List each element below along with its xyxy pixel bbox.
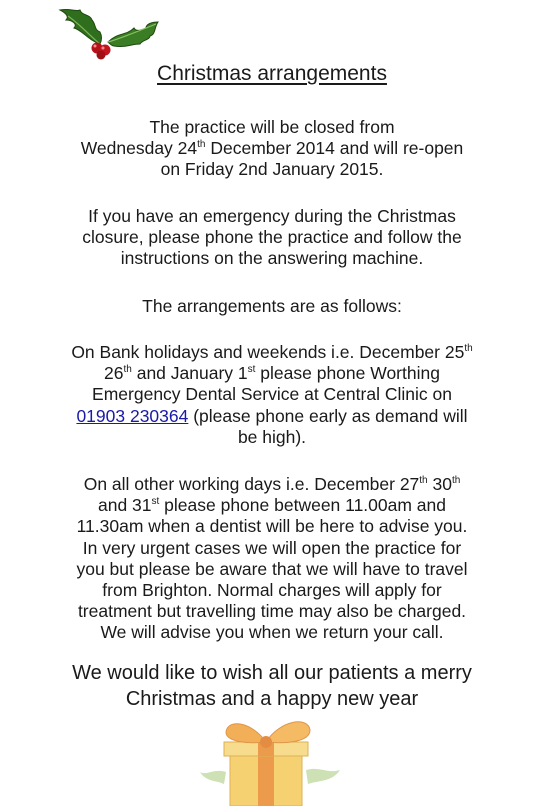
page-title: Christmas arrangements [157, 62, 387, 85]
phone-link[interactable]: 01903 230364 [76, 405, 189, 426]
emergency-paragraph: If you have an emergency during the Christmas closure, please phone the practice and follow the instructions on the answering machine. [82, 206, 462, 269]
closing-greeting: We would like to wish all our patients a merry Christmas and a happy new year [72, 662, 472, 710]
closure-paragraph: The practice will be closed from Wednesday 24th December 2014 and will re-open on Friday 2nd January 2015. [80, 117, 464, 180]
arrangements-intro: The arrangements are as follows: [142, 296, 402, 316]
gift-icon [196, 712, 344, 806]
working-days-paragraph: On all other working days i.e. December 27th 30th and 31st please phone between 11.00am and 11.30am when a dentist will be here to advise you. In very urgent cases we will open the practice for you but please be aware that we will have to travel from Brighton. Normal charges will apply for treatment but travelling time may also be charged. We will advise you when we return your call. [76, 474, 468, 643]
bank-holidays-paragraph: On Bank holidays and weekends i.e. December 25th 26th and January 1st please phone Worthing Emergency Dental Service at Central Clinic on 01903 230364 (please phone early as demand will be high). [71, 342, 473, 447]
holly-icon [52, 0, 164, 60]
